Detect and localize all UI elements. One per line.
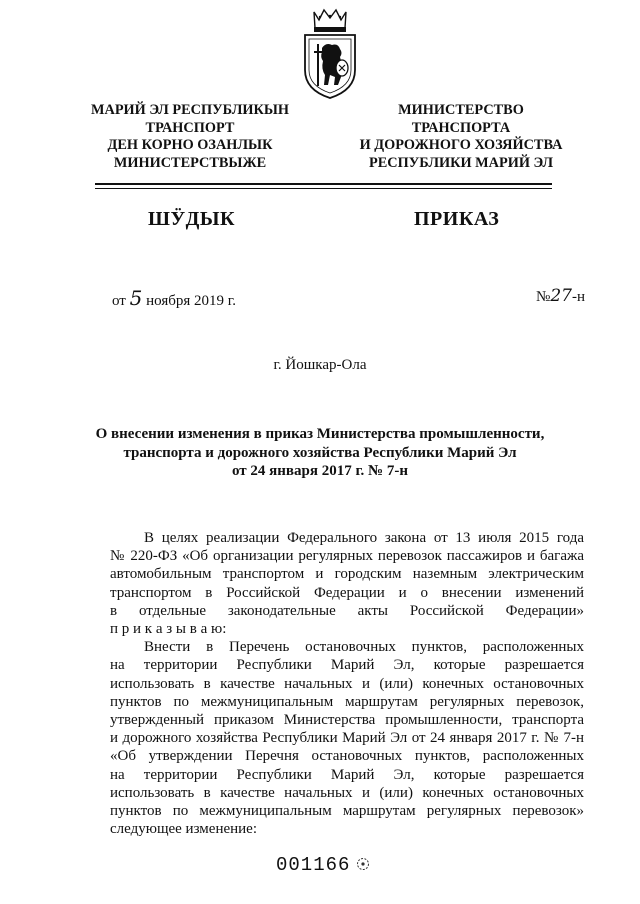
serial-number: 001166: [276, 854, 351, 876]
body-line: на территории Республики Марий Эл, которые разрешается: [110, 657, 584, 674]
city: г. Йошкар-Ола: [273, 357, 367, 373]
seal-mark-icon: [356, 857, 370, 871]
date-rest: ноября 2019 г.: [146, 293, 236, 309]
body-line: использовать в качестве начальных и (или) конечных остановочных: [110, 675, 584, 692]
coat-of-arms-emblem: [298, 8, 362, 100]
body-line: «Об утверждении Перечня остановочных пунктов, расположенных: [110, 748, 584, 765]
number-suffix: -н: [571, 289, 585, 305]
body-line: Внести в Перечень остановочных пунктов, расположенных: [144, 639, 584, 656]
body-line: пунктов по межмуниципальным маршрутам регулярных перевозок,: [110, 693, 584, 710]
title-russian: ПРИКАЗ: [414, 208, 500, 230]
body-line: использовать в качестве начальных и (или) конечных остановочных: [110, 784, 584, 801]
body-line: утвержденный приказом Министерства промышленности, транспорта: [110, 712, 584, 729]
body-line: транспортом в Российской Федерации и о внесении изменений: [110, 584, 584, 601]
body-line: № 220-ФЗ «Об организации регулярных перевозок пассажиров и багажа: [110, 548, 584, 565]
order-date: [112, 286, 236, 310]
body-line: и дорожного хозяйства Республики Марий Эл от 24 января 2017 г. № 7-н: [110, 730, 584, 747]
title-mari: ШӰДЫК: [148, 208, 236, 230]
header-left-mari: МАРИЙ ЭЛ РЕСПУБЛИКЫН ТРАНСПОРТ ДЕН КОРНО ОЗАНЛЫК МИНИСТЕРСТВЫЖЕ: [91, 102, 289, 171]
order-subject: О внесении изменения в приказ Министерства промышленности, транспорта и дорожного хозяйства Республики Марий Эл от 24 января 2017 г. № 7-н: [95, 426, 545, 479]
header-rule-thin: [95, 188, 552, 189]
body-line: на территории Республики Марий Эл, которые разрешается: [110, 766, 584, 783]
order-number: [536, 286, 585, 306]
body-line-last: следующее изменение:: [110, 821, 258, 838]
body-line: пунктов по межмуниципальным маршрутам регулярных перевозок»: [110, 803, 584, 820]
body-line: автомобильным транспортом и городским наземным электрическим: [110, 566, 584, 583]
date-day-handwritten: 5: [129, 286, 143, 310]
body-line: в отдельные законодательные акты Российской Федерации»: [110, 602, 584, 619]
order-body: [110, 529, 584, 838]
date-prefix: от: [112, 293, 126, 309]
header-rule-thick: [95, 183, 552, 185]
body-line-decree: п р и к а з ы в а ю:: [110, 621, 227, 638]
header-right-russian: МИНИСТЕРСТВО ТРАНСПОРТА И ДОРОЖНОГО ХОЗЯЙСТВА РЕСПУБЛИКИ МАРИЙ ЭЛ: [359, 102, 563, 171]
body-line: В целях реализации Федерального закона от 13 июля 2015 года: [144, 530, 584, 546]
number-prefix: №: [536, 289, 551, 305]
number-value-handwritten: 27: [550, 286, 572, 306]
